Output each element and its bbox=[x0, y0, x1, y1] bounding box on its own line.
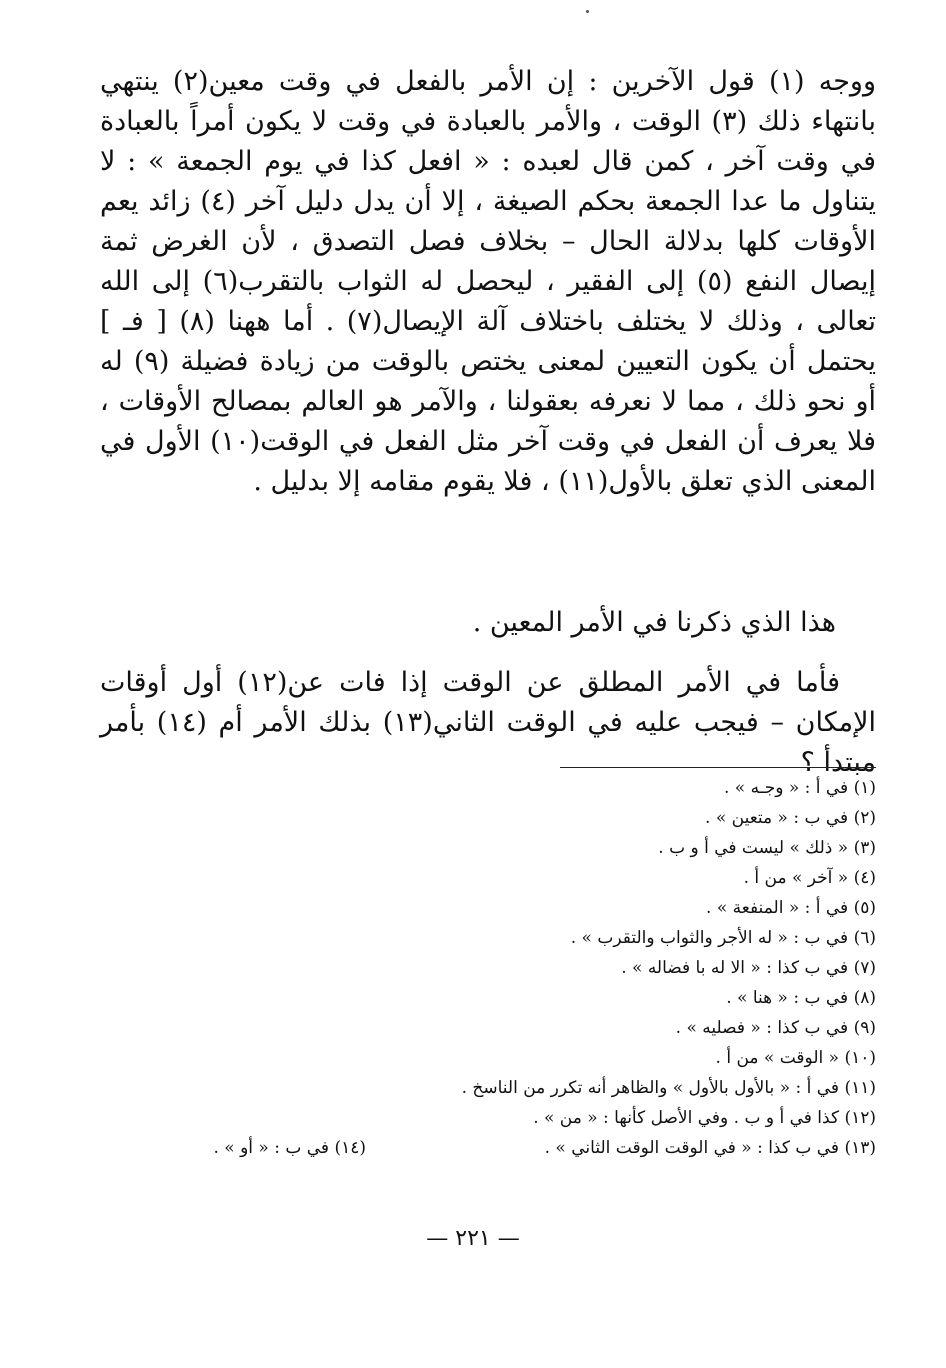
summary-line: هذا الذي ذكرنا في الأمر المعين . bbox=[472, 607, 836, 638]
main-paragraph: ووجه (١) قول الآخرين : إن الأمر بالفعل في وقت معين(٢) ينتهي بانتهاء ذلك (٣) الوقت ، والأمر بالعبادة في وقت لا يكون أمراً بالعبادة في وقت آخر ، كمن قال لعبده : « افعل كذا في يوم الجمعة » : لا يتناول ما عدا الجمعة بحكم الصيغة ، إلا أن يدل دليل آخر (٤) زائد يعم الأوقات كلها بدلالة الحال – بخلاف فصل التصدق ، لأن الغرض ثمة إيصال النفع (٥) إلى الفقير ، ليحصل له الثواب بالتقرب(٦) إلى الله تعالى ، وذلك لا يختلف باختلاف آلة الإيصال(٧) . أما ههنا (٨) [ فـ ] يحتمل أن يكون التعيين لمعنى يختص بالوقت من زيادة فضيلة (٩) له أو نحو ذلك ، مما لا نعرفه بعقولنا ، والآمر هو العالم بمصالح الأوقات ، فلا يعرف أن الفعل في وقت آخر مثل الفعل في الوقت(١٠) الأول في المعنى الذي تعلق بالأول(١١) ، فلا يقوم مقامه إلا بدليل . bbox=[100, 66, 876, 497]
footnote-4: (٤) « آخر » من أ . bbox=[743, 868, 876, 888]
scan-speck bbox=[586, 10, 589, 13]
footnote-8: (٨) في ب : « هنا » . bbox=[726, 988, 876, 1008]
footnote-9: (٩) في ب كذا : « فصليه » . bbox=[675, 1018, 876, 1038]
footnote-5: (٥) في أ : « المنفعة » . bbox=[706, 898, 876, 918]
footnotes-section bbox=[76, 773, 876, 1163]
footnote-1: (١) في أ : « وجـه » . bbox=[723, 778, 876, 798]
footnote-2: (٢) في ب : « متعين » . bbox=[705, 808, 876, 828]
footnote-13: (١٣) في ب كذا : « في الوقت الوقت الثاني » . bbox=[544, 1138, 876, 1158]
page-number: — ٢٢١ — bbox=[426, 1226, 520, 1251]
footnote-12: (١٢) كذا في أ و ب . وفي الأصل كأنها : « من » . bbox=[533, 1108, 876, 1128]
footnote-10: (١٠) « الوقت » من أ . bbox=[715, 1048, 876, 1068]
footnote-14: (١٤) في ب : « أو » . bbox=[213, 1138, 366, 1158]
footnote-7: (٧) في ب كذا : « الا له با فضاله » . bbox=[621, 958, 876, 978]
footnote-6: (٦) في ب : « له الأجر والثواب والتقرب » . bbox=[570, 928, 876, 948]
footnote-row-13-14 bbox=[76, 1133, 876, 1163]
footnote-11: (١١) في أ : « بالأول بالأول » والظاهر أنه تكرر من الناسخ . bbox=[461, 1078, 876, 1098]
footnote-3: (٣) « ذلك » ليست في أ و ب . bbox=[658, 838, 876, 858]
footnote-divider bbox=[560, 767, 876, 768]
question-paragraph: فأما في الأمر المطلق عن الوقت إذا فات عن(١٢) أول أوقات الإمكان – فيجب عليه في الوقت الثاني(١٣) بذلك الأمر أم (١٤) بأمر مبتدأ ؟ bbox=[100, 667, 877, 778]
